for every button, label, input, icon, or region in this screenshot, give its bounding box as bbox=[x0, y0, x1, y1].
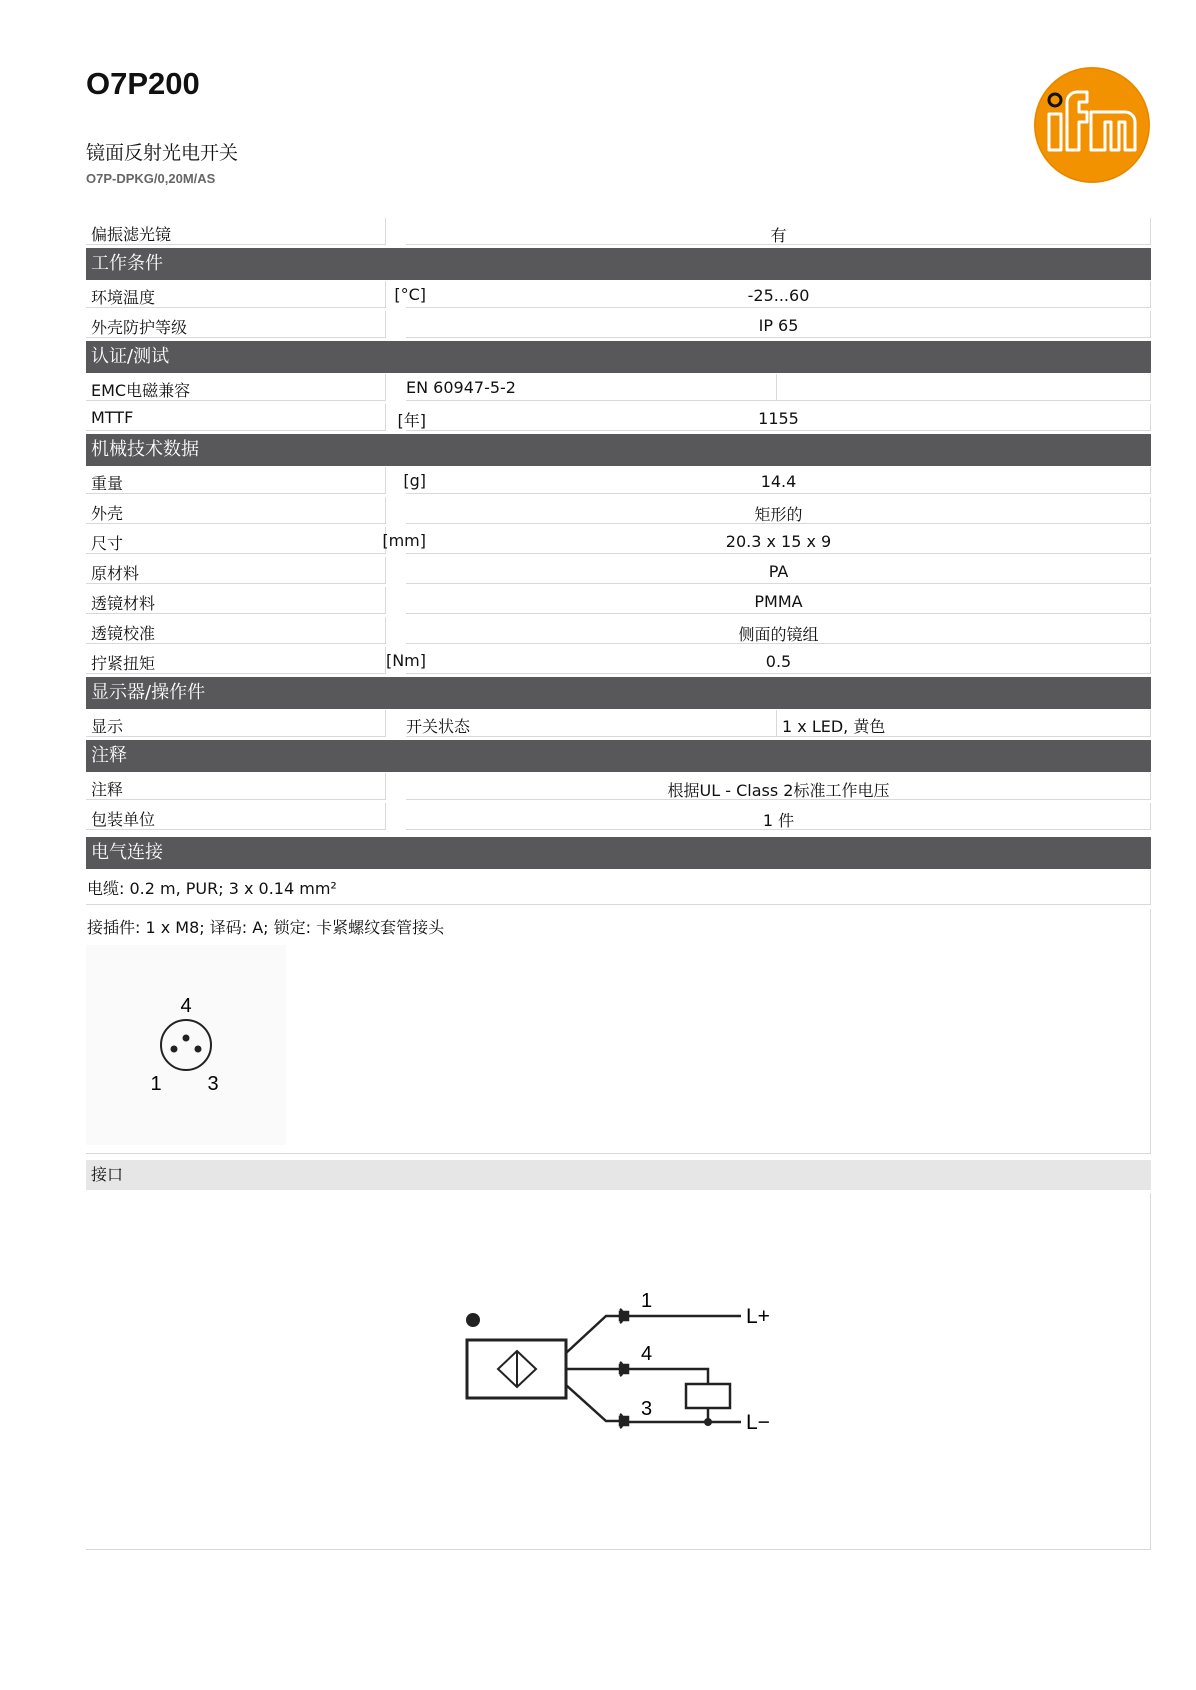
wire-label-4: 4 bbox=[641, 1343, 653, 1365]
label-l-plus: L+ bbox=[746, 1305, 770, 1328]
row-label: EMC电磁兼容 bbox=[91, 381, 191, 400]
cable-info bbox=[86, 870, 1151, 905]
product-subtitle: 镜面反射光电开关 bbox=[86, 142, 239, 164]
row-mid: 开关状态 bbox=[406, 717, 471, 736]
row-unit: [mm] bbox=[382, 531, 426, 550]
row-label: 外壳 bbox=[91, 504, 124, 523]
section-certification: 认证/测试 bbox=[86, 341, 1151, 373]
wiring-block bbox=[86, 1193, 1151, 1550]
pin-label-1: 1 bbox=[150, 1073, 162, 1095]
row-label: 拧紧扭矩 bbox=[91, 654, 156, 673]
pin-label-3: 3 bbox=[207, 1073, 219, 1095]
section-working-conditions: 工作条件 bbox=[86, 248, 1151, 280]
row-packaging bbox=[86, 803, 1151, 833]
wire-label-1: 1 bbox=[641, 1290, 653, 1312]
row-label: 原材料 bbox=[91, 564, 140, 583]
row-label: 包装单位 bbox=[91, 810, 156, 829]
wire-label-3: 3 bbox=[641, 1398, 653, 1420]
row-label: 注释 bbox=[91, 780, 124, 799]
row-mttf bbox=[86, 404, 1151, 434]
row-value: IP 65 bbox=[758, 316, 799, 335]
row-value: 根据UL - Class 2标准工作电压 bbox=[667, 781, 890, 800]
row-label: 透镜材料 bbox=[91, 594, 156, 613]
row-value: 1 x LED, 黄色 bbox=[782, 717, 886, 736]
row-torque bbox=[86, 647, 1151, 677]
row-polarization bbox=[86, 218, 1151, 248]
row-value: 侧面的镜组 bbox=[738, 625, 819, 644]
row-label: 环境温度 bbox=[91, 288, 156, 307]
wiring-diagram bbox=[86, 1193, 1151, 1549]
row-value: 1 件 bbox=[762, 811, 795, 830]
row-dimensions bbox=[86, 527, 1151, 557]
row-value: 0.5 bbox=[765, 652, 792, 671]
section-display: 显示器/操作件 bbox=[86, 677, 1151, 709]
row-unit: [g] bbox=[403, 471, 426, 490]
row-note bbox=[86, 773, 1151, 803]
row-value: PMMA bbox=[754, 592, 803, 611]
row-value: 14.4 bbox=[760, 472, 797, 491]
row-value: 矩形的 bbox=[754, 505, 803, 524]
row-value: 有 bbox=[770, 226, 787, 245]
interface-header: 接口 bbox=[86, 1160, 1151, 1190]
row-label: 外壳防护等级 bbox=[91, 318, 188, 337]
row-weight bbox=[86, 467, 1151, 497]
row-protection-class bbox=[86, 311, 1151, 341]
row-lens-alignment bbox=[86, 617, 1151, 647]
ifm-logo bbox=[1033, 66, 1151, 184]
row-value: EN 60947-5-2 bbox=[406, 378, 516, 397]
pin-label-4: 4 bbox=[180, 995, 192, 1017]
row-unit: [°C] bbox=[394, 285, 426, 304]
row-ambient-temperature bbox=[86, 281, 1151, 311]
row-display bbox=[86, 710, 1151, 740]
connector-pinout-diagram bbox=[86, 945, 286, 1145]
row-label: 透镜校准 bbox=[91, 624, 156, 643]
row-value: 20.3 x 15 x 9 bbox=[725, 532, 832, 551]
connector-block bbox=[86, 909, 1151, 1154]
row-label: 重量 bbox=[91, 474, 124, 493]
row-value: -25...60 bbox=[747, 286, 810, 305]
row-emc bbox=[86, 374, 1151, 404]
section-mechanical-data: 机械技术数据 bbox=[86, 434, 1151, 466]
row-housing bbox=[86, 497, 1151, 527]
connector-text: 接插件: 1 x M8; 译码: A; 锁定: 卡紧螺纹套管接头 bbox=[87, 918, 445, 937]
label-l-minus: L− bbox=[746, 1411, 770, 1434]
row-unit: [Nm] bbox=[385, 651, 426, 670]
row-value: PA bbox=[768, 562, 789, 581]
product-title: O7P200 bbox=[86, 66, 200, 101]
row-material bbox=[86, 557, 1151, 587]
row-label: 显示 bbox=[91, 717, 124, 736]
row-label: 偏振滤光镜 bbox=[91, 225, 172, 244]
row-label: 尺寸 bbox=[91, 534, 124, 553]
row-label: MTTF bbox=[91, 408, 134, 427]
datasheet-table bbox=[86, 218, 1151, 1550]
cable-text: 电缆: 0.2 m, PUR; 3 x 0.14 mm² bbox=[87, 879, 337, 898]
row-unit: [年] bbox=[397, 411, 426, 430]
section-notes: 注释 bbox=[86, 740, 1151, 772]
section-electrical-connection: 电气连接 bbox=[86, 837, 1151, 869]
product-code: O7P-DPKG/0,20M/AS bbox=[86, 171, 216, 186]
row-lens-material bbox=[86, 587, 1151, 617]
row-value: 1155 bbox=[758, 409, 799, 428]
